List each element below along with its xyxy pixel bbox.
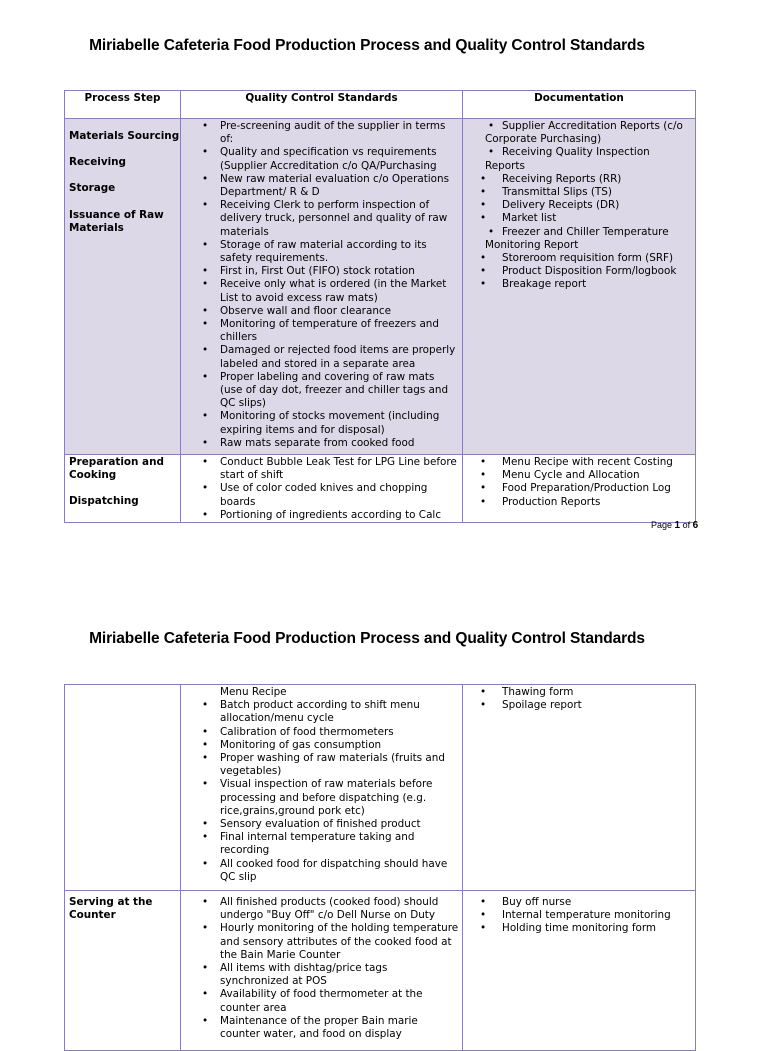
page-total: 6 [692,520,699,531]
process-step: Dispatching [69,495,139,508]
process-step: Issuance of Raw Materials [69,208,164,234]
table-header-row [65,91,696,119]
standard-item: • Calibration of food thermometers [181,726,462,739]
standard-item: • Monitoring of stocks movement (including expiring items and for disposal) [181,410,462,436]
standard-item: • Storage of raw material according to its safety requirements. [181,239,462,265]
documentation-item: • Food Preparation/Production Log [463,482,695,495]
page-label: Page [651,520,675,530]
standards-cell [181,685,463,891]
documentation-item: • Market list [463,212,695,225]
standard-item: • Monitoring of gas consumption [181,739,462,752]
table-row [65,455,696,523]
documentation-item: • Transmittal Slips (TS) [463,186,695,199]
standards-cell [181,455,463,523]
standard-item: • Maintenance of the proper Bain marie counter water, and food on display [181,1015,462,1041]
standard-item: • Observe wall and floor clearance [181,305,462,318]
standard-item: • Hourly monitoring of the holding temperature and sensory attributes of the cooked food at the Bain Marie Counter [181,922,462,962]
process-step: Serving at the Counter [69,896,153,922]
standard-item: • Proper labeling and covering of raw mats (use of day dot, freezer and chiller tags and QC slips) [181,371,462,411]
standard-item: • Visual inspection of raw materials before processing and before dispatching (e.g. rice,grains,ground pork etc) [181,778,462,818]
qc-table [64,684,696,1051]
standard-item: • Portioning of ingredients according to Calc [181,509,462,522]
documentation-item: • Menu Cycle and Allocation [463,469,695,482]
process-step: Preparation and Cooking [69,456,164,482]
documentation-item: • Thawing form [463,686,695,699]
table-row [65,119,696,455]
standards-cell [181,891,463,1051]
documentation-item: • Menu Recipe with recent Costing [463,456,695,469]
standard-item: • New raw material evaluation c/o Operations Department/ R & D [181,173,462,199]
standard-item: • Use of color coded knives and chopping boards [181,482,462,508]
documentation-item: • Holding time monitoring form [463,922,695,935]
standard-item: • All items with dishtag/price tags synchronized at POS [181,962,462,988]
documentation-cell [463,119,696,455]
standard-item: • Sensory evaluation of finished product [181,818,462,831]
header-process-step: Process Step [65,91,181,119]
documentation-cell [463,685,696,891]
process-step: Receiving [69,156,126,169]
documentation-item: • Product Disposition Form/logbook [463,265,695,278]
standard-item: • Batch product according to shift menu allocation/menu cycle [181,699,462,725]
documentation-item: • Freezer and Chiller Temperature Monitoring Report [463,226,695,252]
process-step-cell [65,119,181,455]
standard-item: • Conduct Bubble Leak Test for LPG Line before start of shift [181,456,462,482]
header-documentation: Documentation [463,91,696,119]
standard-item: • Monitoring of temperature of freezers and chillers [181,318,462,344]
page-current: 1 [674,520,681,531]
table-row [65,685,696,891]
standard-item: • Receiving Clerk to perform inspection of delivery truck, personnel and quality of raw materials [181,199,462,239]
documentation-cell [463,455,696,523]
documentation-item: • Breakage report [463,278,695,291]
page-of: of [680,520,693,530]
process-step: Materials Sourcing [69,130,180,142]
documentation-item: • Supplier Accreditation Reports (c/o Corporate Purchasing) [463,120,695,146]
standard-item: • All cooked food for dispatching should have QC slip [181,858,462,884]
standard-item: • Raw mats separate from cooked food [181,437,462,450]
documentation-item: • Buy off nurse [463,896,695,909]
documentation-item: • Spoilage report [463,699,695,712]
process-step-cell [65,891,181,1051]
standard-item: • All finished products (cooked food) should undergo "Buy Off" c/o Dell Nurse on Duty [181,896,462,922]
qc-table [64,90,696,523]
documentation-cell [463,891,696,1051]
documentation-item: • Receiving Reports (RR) [463,173,695,186]
page-title: Miriabelle Cafeteria Food Production Process and Quality Control Standards [89,37,645,54]
standard-item: • Availability of food thermometer at the counter area [181,988,462,1014]
process-step: Storage [69,182,116,195]
standard-item: • Final internal temperature taking and recording [181,831,462,857]
standard-item: • First in, First Out (FIFO) stock rotation [181,265,462,278]
process-step-cell [65,685,181,891]
table-row [65,891,696,1051]
documentation-item: • Storeroom requisition form (SRF) [463,252,695,265]
standard-continuation: Menu Recipe [220,686,287,698]
standards-cell [181,119,463,455]
documentation-item: • Internal temperature monitoring [463,909,695,922]
documentation-item: • Delivery Receipts (DR) [463,199,695,212]
standard-item: • Receive only what is ordered (in the Market List to avoid excess raw mats) [181,278,462,304]
standard-item: • Quality and specification vs requirements (Supplier Accreditation c/o QA/Purchasing [181,146,462,172]
page-title: Miriabelle Cafeteria Food Production Process and Quality Control Standards [89,630,645,647]
standard-item: • Damaged or rejected food items are properly labeled and stored in a separate area [181,344,462,370]
page-number [651,520,698,531]
header-quality-standards: Quality Control Standards [181,91,463,119]
documentation-item: • Production Reports [463,496,695,509]
process-step-cell [65,455,181,523]
standard-item: • Pre-screening audit of the supplier in terms of: [181,120,462,146]
documentation-item: • Receiving Quality Inspection Reports [463,146,695,172]
standard-item: • Proper washing of raw materials (fruits and vegetables) [181,752,462,778]
